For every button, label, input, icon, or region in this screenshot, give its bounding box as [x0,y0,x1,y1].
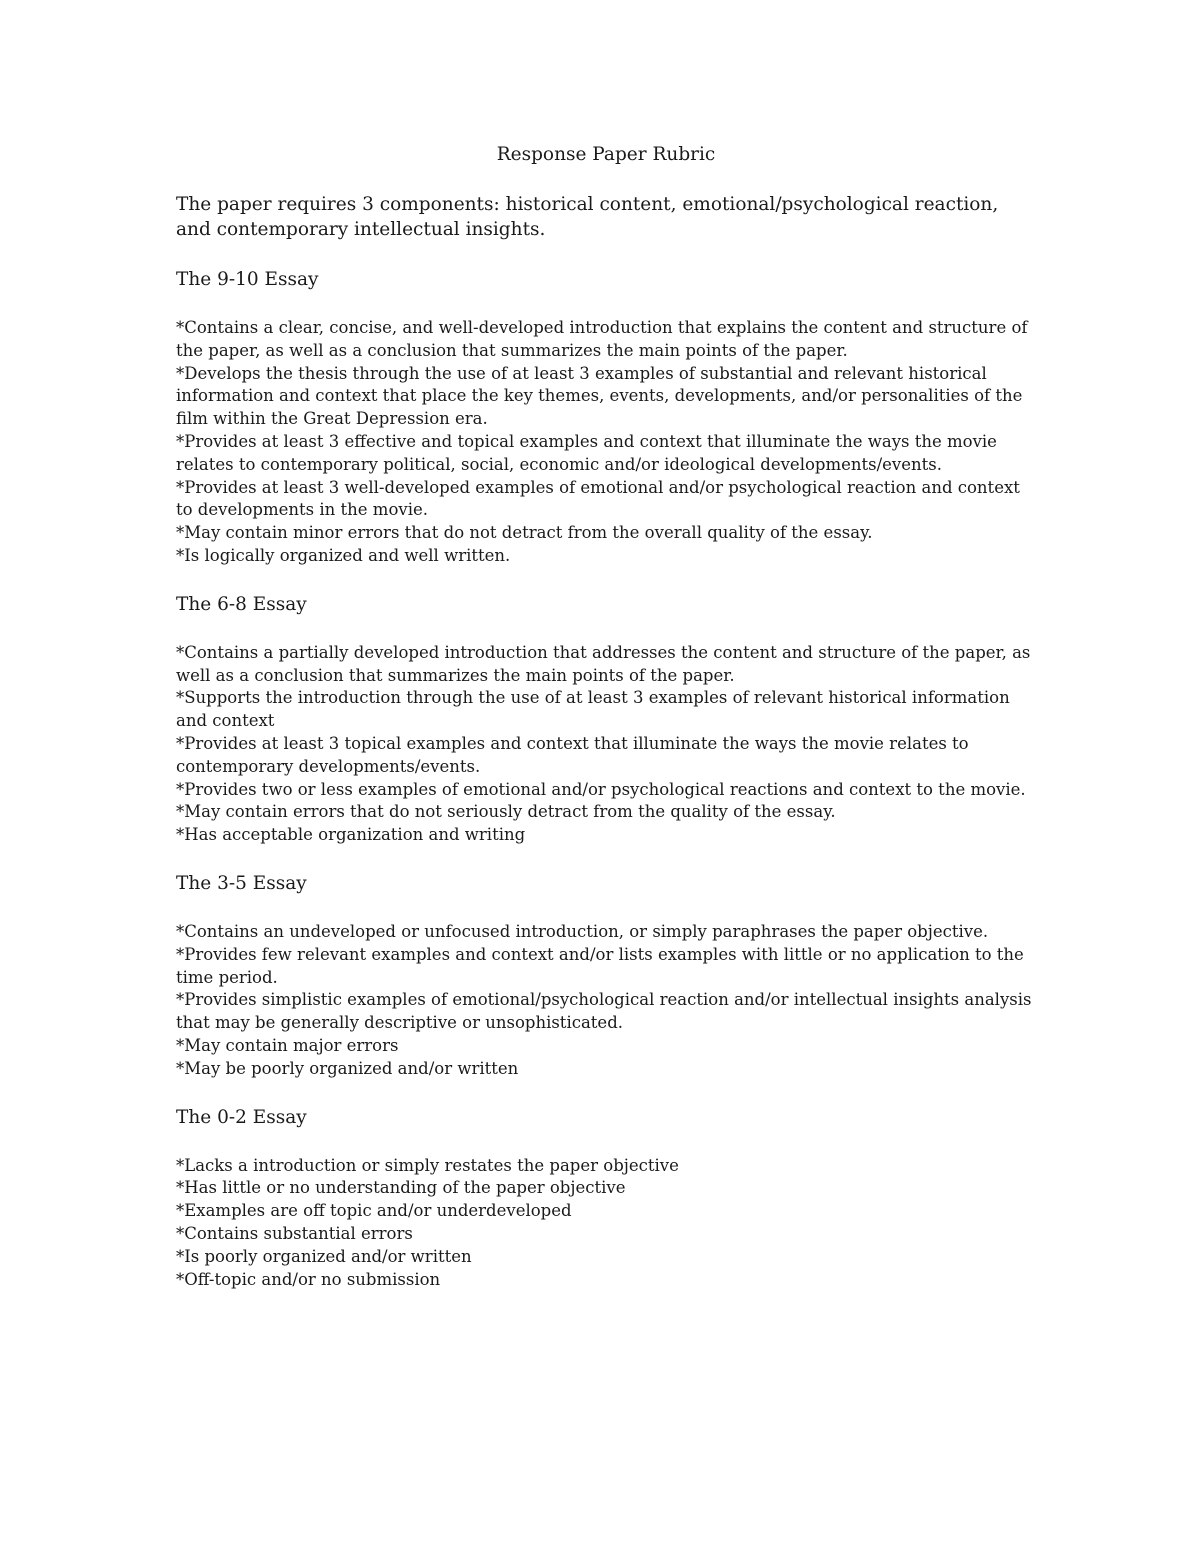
section-heading: The 6-8 Essay [176,593,307,615]
rubric-section-6-8 [176,592,1036,847]
criterion-item: *May contain major errors [176,1035,399,1055]
criterion-item: *Contains a clear, concise, and well-developed introduction that explains the content and structure of the paper, as well as a conclusion that summarizes the main points of the paper. [176,318,1028,360]
criterion-item: *Provides simplistic examples of emotional/psychological reaction and/or intellectual insights analysis that may be generally descriptive or unsophisticated. [176,990,1032,1033]
criterion-item: *Contains substantial errors [176,1223,413,1243]
criterion-item: *Contains an undeveloped or unfocused introduction, or simply paraphrases the paper objective. [176,921,989,941]
criterion-item: *May be poorly organized and/or written [176,1058,519,1078]
section-heading: The 0-2 Essay [176,1106,307,1128]
rubric-section-9-10 [176,267,1036,568]
criterion-item: *Supports the introduction through the use of at least 3 examples of relevant historical information and context [176,688,1010,731]
criteria-list [176,1155,1036,1292]
criterion-item: *Is logically organized and well written. [176,545,511,565]
criterion-item: *Contains a partially developed introduction that addresses the content and structure of the paper, as well as a conclusion that summarizes the main points of the paper. [176,642,1031,685]
criterion-item: *Provides at least 3 effective and topical examples and context that illuminate the ways the movie relates to contemporary political, social, economic and/or ideological developments/events. [176,431,997,474]
document-page [176,140,1036,1315]
rubric-section-3-5 [176,871,1036,1081]
section-heading: The 3-5 Essay [176,872,307,894]
criterion-item: *May contain minor errors that do not detract from the overall quality of the essay. [176,523,873,543]
criterion-item: *Provides at least 3 well-developed examples of emotional and/or psychological reaction and context to developments in the movie. [176,477,1020,520]
criteria-list [176,317,1036,568]
criterion-item: *Develops the thesis through the use of at least 3 examples of substantial and relevant historical information and context that place the key themes, events, developments, and/or personalities of the film within the Great Depression era. [176,363,1023,429]
criterion-item: *Provides two or less examples of emotional and/or psychological reactions and context to the movie. [176,779,1026,799]
criteria-list [176,642,1036,847]
criterion-item: *Provides at least 3 topical examples and context that illuminate the ways the movie relates to contemporary developments/events. [176,733,969,776]
criterion-item: *Lacks a introduction or simply restates the paper objective [176,1155,679,1175]
criterion-item: *Has little or no understanding of the paper objective [176,1178,626,1198]
document-title: Response Paper Rubric [496,144,716,165]
criterion-item: *Is poorly organized and/or written [176,1246,472,1266]
section-heading: The 9-10 Essay [176,269,319,290]
criteria-list [176,921,1036,1081]
criterion-item: *Off-topic and/or no submission [176,1269,441,1289]
criterion-item: *Has acceptable organization and writing [176,825,526,845]
document-intro: The paper requires 3 components: historical content, emotional/psychological reaction, and contemporary intellectual insights. [176,194,999,240]
criterion-item: *Provides few relevant examples and context and/or lists examples with little or no application to the time period. [176,944,1024,987]
criterion-item: *May contain errors that do not seriously detract from the quality of the essay. [176,802,836,822]
criterion-item: *Examples are off topic and/or underdeveloped [176,1201,572,1221]
rubric-section-0-2 [176,1105,1036,1292]
